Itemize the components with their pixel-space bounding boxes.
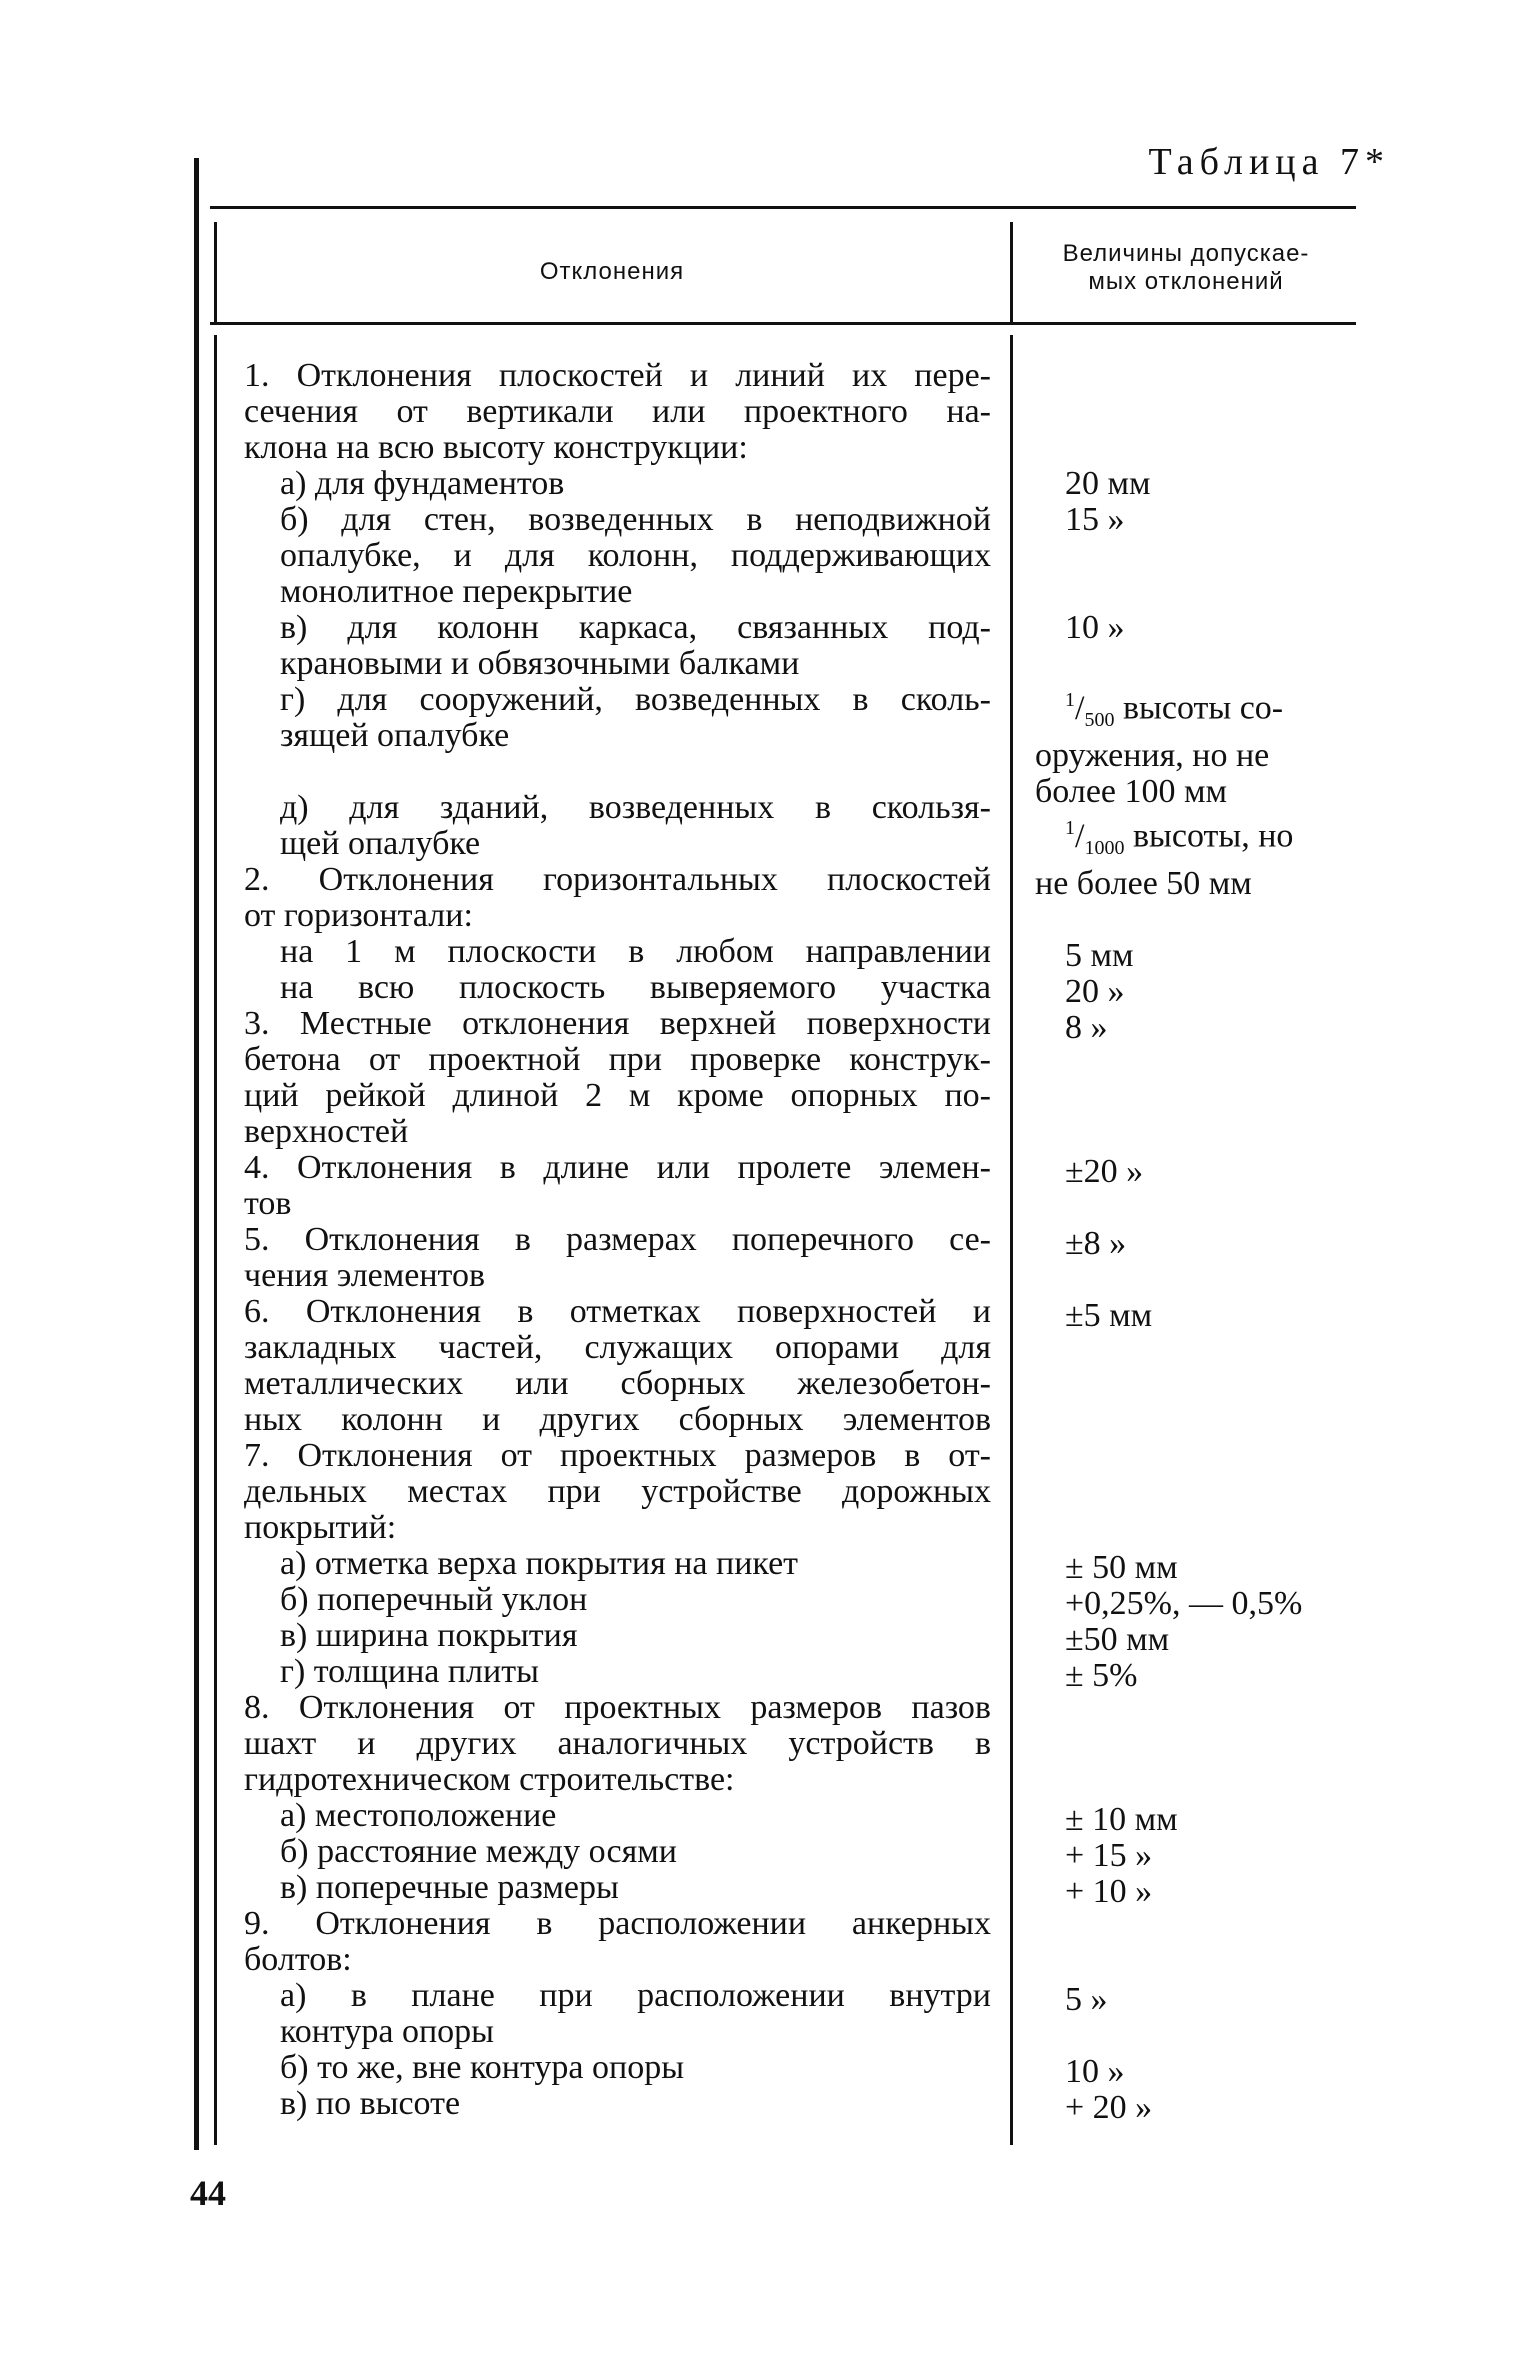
text-line: 2. Отклонения горизонтальных плоскостей: [244, 861, 991, 898]
blank-line: [1035, 646, 1353, 682]
blank-line: [1035, 2018, 1353, 2054]
value-bolts-height: + 20 »: [1065, 2089, 1153, 2127]
text-line: б) для стен, возведенных в неподвижной: [280, 501, 991, 538]
fraction-denominator: 1000: [1084, 837, 1125, 860]
blank-line: [1035, 394, 1353, 430]
header-allowed-values-line2: мых отклонений: [1088, 268, 1284, 295]
text-line: 6. Отклонения в отметках поверхностей и: [244, 1293, 991, 1330]
blank-line: [1035, 1370, 1353, 1406]
blank-line: [1035, 1046, 1353, 1082]
value-road-elevation: ± 50 мм: [1065, 1549, 1178, 1587]
text-line: дельных местах при устройстве дорожных: [244, 1473, 991, 1510]
header-column-divider: [1010, 222, 1013, 324]
header-deviations: Отклонения: [539, 258, 685, 285]
value-slipform-buildings: $^1/_{1000}$ высоты, но: [1065, 817, 1294, 860]
page-binding-rule: [194, 158, 199, 2150]
value-location: ± 10 мм: [1065, 1801, 1178, 1839]
blank-line: [1035, 358, 1353, 394]
text-line: д) для зданий, возведенных в скользя-: [280, 789, 991, 826]
text-line: верхностей: [244, 1113, 409, 1150]
text-line: в) поперечные размеры: [280, 1869, 619, 1906]
text-line: б) поперечный уклон: [280, 1581, 588, 1618]
text-line: а) в плане при расположении внутри: [280, 1977, 991, 2014]
text-line: ных колонн и других сборных элементов: [244, 1401, 991, 1438]
blank-line: [1035, 1910, 1353, 1946]
value-road-width: ±50 мм: [1065, 1621, 1170, 1659]
value-per-meter: 5 мм: [1065, 937, 1134, 975]
value-cross-slope: +0,25%, — 0,5%: [1065, 1585, 1303, 1623]
text-line: 3. Местные отклонения верхней поверхности: [244, 1005, 991, 1042]
header-allowed-values: [1016, 240, 1356, 296]
text-line: закладных частей, служащих опорами для: [244, 1329, 991, 1366]
blank-line: [1035, 1262, 1353, 1298]
value-length: ±20 »: [1065, 1153, 1144, 1191]
header-allowed-values-line1: Величины допускае-: [1062, 240, 1310, 267]
text-line: 4. Отклонения в длине или пролете элемен-: [244, 1149, 991, 1186]
text-line: клона на всю высоту конструкции:: [244, 429, 748, 466]
text-line: сечения от вертикали или проектного на-: [244, 393, 991, 430]
value-local-deviations: 8 »: [1065, 1009, 1108, 1047]
blank-line: [1035, 1406, 1353, 1442]
text-line: в) по высоте: [280, 2085, 461, 2122]
table-title: Таблица 7*: [1148, 141, 1390, 183]
allowed-values-column: [1035, 358, 1353, 2126]
text-line: крановыми и обвязочными балками: [280, 645, 800, 682]
blank-line: [1035, 1730, 1353, 1766]
text-line: металлических или сборных железобетон-: [244, 1365, 991, 1402]
text-line: щей опалубке: [280, 825, 481, 862]
text-line: а) местоположение: [280, 1797, 557, 1834]
text-line: б) то же, вне контура опоры: [280, 2049, 685, 2086]
body-left-border: [214, 335, 217, 2145]
value-slipform-structures: $^1/_{500}$ высоты со-: [1065, 689, 1284, 732]
deviations-column: [244, 358, 991, 2122]
body-column-divider: [1010, 335, 1013, 2145]
header-bottom-rule: [210, 322, 1356, 325]
text-line: болтов:: [244, 1941, 352, 1978]
text-line: тов: [244, 1185, 292, 1222]
text-line: 9. Отклонения в расположении анкерных: [244, 1905, 991, 1942]
value-transverse-dims: + 10 »: [1065, 1873, 1153, 1911]
value-text: оружения, но не: [1035, 737, 1270, 775]
blank-line: [1035, 1514, 1353, 1550]
value-bolts-outside: 10 »: [1065, 2053, 1125, 2091]
blank-line: [1035, 1478, 1353, 1514]
value-walls: 15 »: [1065, 501, 1125, 538]
text-line: 1. Отклонения плоскостей и линий их пере-: [244, 357, 991, 394]
text-line: бетона от проектной при проверке конструк-: [244, 1041, 991, 1078]
blank-line: [1035, 1442, 1353, 1478]
blank-line: [1035, 1946, 1353, 1982]
value-foundations: 20 мм: [1065, 465, 1151, 502]
blank-line: [1035, 1082, 1353, 1118]
blank-line: [1035, 430, 1353, 466]
value-elevations: ±5 мм: [1065, 1297, 1153, 1335]
text-line: 8. Отклонения от проектных размеров пазов: [244, 1689, 991, 1726]
text-line: г) для сооружений, возведенных в сколь-: [280, 681, 991, 718]
blank-line: [1035, 574, 1353, 610]
blank-line: [1035, 1694, 1353, 1730]
text-line: 5. Отклонения в размерах поперечного се-: [244, 1221, 991, 1258]
fraction-denominator: 500: [1084, 709, 1115, 732]
value-text: высоты, но: [1124, 817, 1294, 855]
page-number: 44: [190, 2173, 226, 2213]
text-line: на всю плоскость выверяемого участка: [280, 969, 991, 1006]
text-line: покрытий:: [244, 1509, 397, 1546]
blank-line: [1035, 538, 1353, 574]
blank-line: [1035, 1334, 1353, 1370]
value-bolts-inside: 5 »: [1065, 1981, 1108, 2019]
fraction-numerator: 1: [1065, 817, 1075, 840]
table-top-rule: [210, 206, 1356, 209]
value-text: высоты со-: [1114, 689, 1284, 727]
value-frame-columns: 10 »: [1065, 609, 1125, 646]
text-line: на 1 м плоскости в любом направлении: [280, 933, 991, 970]
blank-line: [1035, 1190, 1353, 1226]
text-line: опалубке, и для колонн, поддерживающих: [280, 537, 991, 574]
text-line: контура опоры: [280, 2013, 495, 2050]
text-line: шахт и других аналогичных устройств в: [244, 1725, 991, 1762]
value-text: не более 50 мм: [1035, 865, 1252, 903]
text-line: гидротехническом строительстве:: [244, 1761, 735, 1798]
value-whole-plane: 20 »: [1065, 973, 1125, 1011]
text-line: чения элементов: [244, 1257, 486, 1294]
text-line: в) ширина покрытия: [280, 1617, 578, 1654]
blank-line: [1035, 902, 1353, 938]
text-line: а) для фундаментов: [280, 465, 565, 502]
text-line: а) отметка верха покрытия на пикет: [280, 1545, 799, 1582]
text-line: в) для колонн каркаса, связанных под-: [280, 609, 991, 646]
text-line: 7. Отклонения от проектных размеров в от-: [244, 1437, 991, 1474]
text-line: б) расстояние между осями: [280, 1833, 677, 1870]
text-line: зящей опалубке: [280, 717, 510, 754]
text-line: от горизонтали:: [244, 897, 473, 934]
value-slab-thickness: ± 5%: [1065, 1657, 1138, 1695]
text-line: монолитное перекрытие: [280, 573, 633, 610]
value-cross-section: ±8 »: [1065, 1225, 1127, 1263]
value-axis-distance: + 15 »: [1065, 1837, 1153, 1875]
text-line: г) толщина плиты: [280, 1653, 539, 1690]
fraction-numerator: 1: [1065, 689, 1075, 711]
blank-line: [1035, 1766, 1353, 1802]
blank-line: [1035, 1118, 1353, 1154]
value-text: более 100 мм: [1035, 773, 1228, 811]
text-line: ций рейкой длиной 2 м кроме опорных по-: [244, 1077, 991, 1114]
blank-line: [244, 754, 991, 790]
